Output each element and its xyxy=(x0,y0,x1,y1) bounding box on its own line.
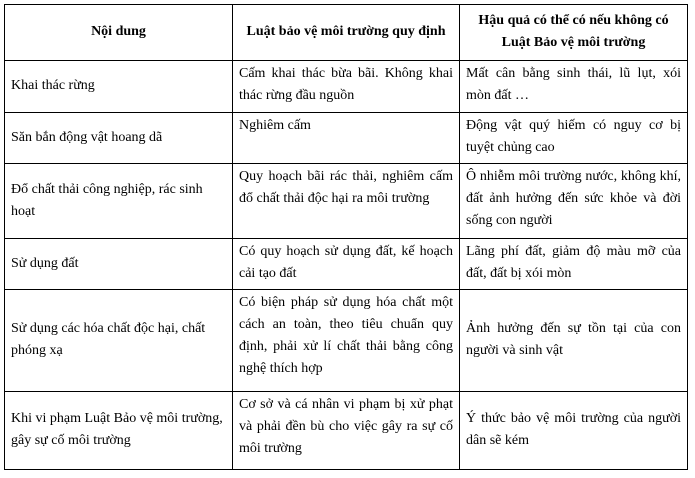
cell-consequence: Ảnh hưởng đến sự tồn tại của con người và sinh vật xyxy=(460,290,688,392)
cell-law: Quy hoạch bãi rác thải, nghiêm cấm đổ chất thải độc hại ra môi trường xyxy=(233,164,460,239)
cell-law: Cơ sở và cá nhân vi phạm bị xử phạt và phải đền bù cho việc gây ra sự cố môi trường xyxy=(233,391,460,469)
cell-consequence: Ô nhiễm môi trường nước, không khí, đất ảnh hưởng đến sức khỏe và đời sống con người xyxy=(460,164,688,239)
header-consequence: Hậu quả có thể có nếu không có Luật Bảo vệ môi trường xyxy=(460,5,688,61)
table-header-row xyxy=(5,5,688,61)
table-row xyxy=(5,164,688,239)
table-row xyxy=(5,290,688,392)
cell-consequence: Lãng phí đất, giảm độ màu mỡ của đất, đất bị xói mòn xyxy=(460,239,688,290)
cell-content: Đổ chất thải công nghiệp, rác sinh hoạt xyxy=(5,164,233,239)
cell-law: Có quy hoạch sử dụng đất, kế hoạch cải tạo đất xyxy=(233,239,460,290)
header-law: Luật bảo vệ môi trường quy định xyxy=(233,5,460,61)
cell-content: Khi vi phạm Luật Bảo vệ môi trường, gây sự cố môi trường xyxy=(5,391,233,469)
cell-law: Có biện pháp sử dụng hóa chất một cách an toàn, theo tiêu chuẩn quy định, phải xử lí chất thải bằng công nghệ thích hợp xyxy=(233,290,460,392)
cell-content: Sử dụng các hóa chất độc hại, chất phóng xạ xyxy=(5,290,233,392)
cell-law: Cấm khai thác bừa bãi. Không khai thác rừng đầu nguồn xyxy=(233,60,460,112)
cell-content: Săn bắn động vật hoang dã xyxy=(5,112,233,164)
cell-consequence: Động vật quý hiếm có nguy cơ bị tuyệt chủng cao xyxy=(460,112,688,164)
cell-content: Sử dụng đất xyxy=(5,239,233,290)
table-row xyxy=(5,391,688,469)
cell-consequence: Mất cân bằng sinh thái, lũ lụt, xói mòn đất … xyxy=(460,60,688,112)
cell-consequence: Ý thức bảo vệ môi trường của người dân sẽ kém xyxy=(460,391,688,469)
header-content: Nội dung xyxy=(5,5,233,61)
cell-law: Nghiêm cấm xyxy=(233,112,460,164)
cell-content: Khai thác rừng xyxy=(5,60,233,112)
table-row xyxy=(5,60,688,112)
environment-law-table xyxy=(4,4,688,470)
table-row xyxy=(5,239,688,290)
table-row xyxy=(5,112,688,164)
